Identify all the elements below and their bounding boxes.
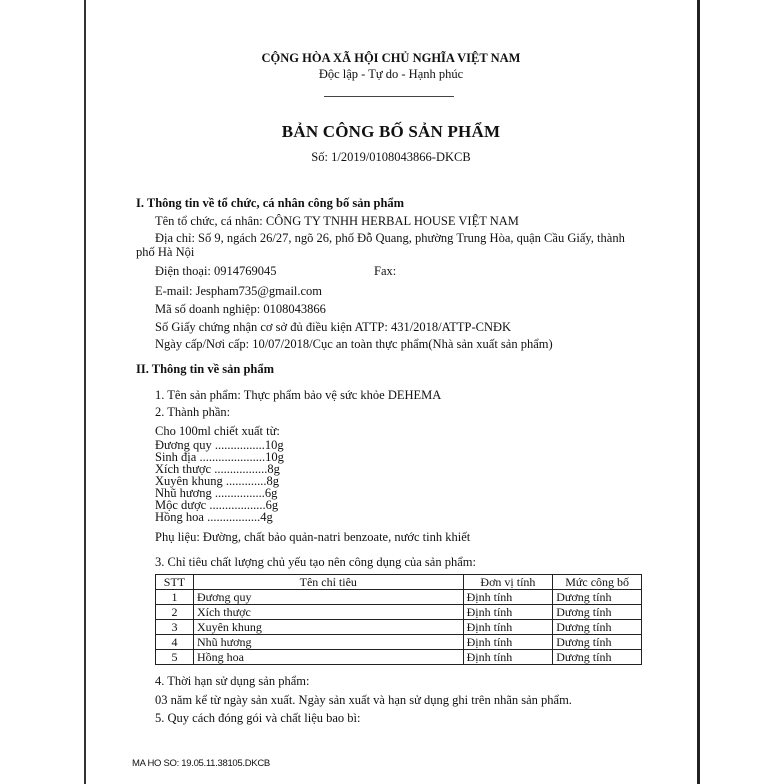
nation-heading: CỘNG HÒA XÃ HỘI CHỦ NGHĨA VIỆT NAM <box>261 51 521 65</box>
table-row <box>156 605 642 620</box>
cell-criterion: Nhũ hương <box>193 635 463 650</box>
quality-label: 3. Chỉ tiêu chất lượng chủ yếu tạo nên công dụng của sản phẩm: <box>155 555 476 569</box>
address-line2: phố Hà Nội <box>136 245 195 259</box>
table-row <box>156 650 642 665</box>
cell-level: Dương tính <box>553 605 642 620</box>
section2-heading: II. Thông tin về sản phẩm <box>136 362 275 376</box>
cell-stt: 2 <box>156 605 194 620</box>
ingredient-item: Xích thược .................8g <box>155 462 280 476</box>
file-code: MA HO SO: 19.05.11.38105.DKCB <box>132 758 270 769</box>
cell-stt: 4 <box>156 635 194 650</box>
phone: Điện thoại: 0914769045 <box>155 264 277 278</box>
cell-unit: Định tính <box>463 605 553 620</box>
cell-unit: Định tính <box>463 620 553 635</box>
ingredient-item: Nhũ hương ................6g <box>155 486 278 500</box>
tax-code: Mã số doanh nghiệp: 0108043866 <box>155 302 326 316</box>
ingredient-item: Đương quy ................10g <box>155 438 284 452</box>
cell-unit: Định tính <box>463 650 553 665</box>
email: E-mail: Jespham735@gmail.com <box>155 284 323 298</box>
table-row <box>156 635 642 650</box>
cell-criterion: Xích thược <box>193 605 463 620</box>
document-title: BẢN CÔNG BỐ SẢN PHẨM <box>281 122 501 141</box>
quality-table <box>155 574 642 665</box>
motto: Độc lập - Tự do - Hạnh phúc <box>318 67 464 81</box>
cell-unit: Định tính <box>463 635 553 650</box>
table-header-row <box>156 575 642 590</box>
cell-stt: 3 <box>156 620 194 635</box>
page-border-left <box>84 0 86 784</box>
cell-criterion: Xuyên khung <box>193 620 463 635</box>
ingredient-item: Hồng hoa .................4g <box>155 510 273 524</box>
page-border-right <box>697 0 700 784</box>
packaging-label: 5. Quy cách đóng gói và chất liệu bao bì: <box>155 711 361 725</box>
ingredient-list <box>155 439 284 523</box>
cell-stt: 5 <box>156 650 194 665</box>
excipients: Phụ liệu: Đường, chất bảo quản-natri benzoate, nước tinh khiết <box>155 530 471 544</box>
cell-level: Dương tính <box>553 635 642 650</box>
cell-criterion: Đương quy <box>193 590 463 605</box>
cell-stt: 1 <box>156 590 194 605</box>
cell-level: Dương tính <box>553 590 642 605</box>
ingredient-item: Mộc dược ..................6g <box>155 498 279 512</box>
composition-label: 2. Thành phần: <box>155 405 231 419</box>
col-stt: STT <box>156 575 194 590</box>
table-row <box>156 620 642 635</box>
col-criterion: Tên chỉ tiêu <box>193 575 463 590</box>
org-name: Tên tổ chức, cá nhân: CÔNG TY TNHH HERBAL HOUSE VIỆT NAM <box>155 214 519 228</box>
issue-info: Ngày cấp/Nơi cấp: 10/07/2018/Cục an toàn thực phẩm(Nhà sản xuất sản phẩm) <box>155 337 553 351</box>
certificate-number: Số Giấy chứng nhận cơ sở đủ điều kiện ATTP: 431/2018/ATTP-CNĐK <box>155 320 512 334</box>
ingredient-item: Sinh địa .....................10g <box>155 450 284 464</box>
cell-level: Dương tính <box>553 620 642 635</box>
fax: Fax: <box>374 264 397 278</box>
col-declared-level: Mức công bố <box>553 575 642 590</box>
cell-unit: Định tính <box>463 590 553 605</box>
document-number: Số: 1/2019/0108043866-DKCB <box>311 150 471 164</box>
ingredient-item: Xuyên khung .............8g <box>155 474 279 488</box>
composition-intro: Cho 100ml chiết xuất từ: <box>155 424 280 438</box>
product-name: 1. Tên sản phẩm: Thực phẩm bảo vệ sức khỏe DEHEMA <box>155 388 442 402</box>
shelf-life-label: 4. Thời hạn sử dụng sản phẩm: <box>155 674 310 688</box>
header-divider <box>324 96 454 97</box>
address-line1: Địa chỉ: Số 9, ngách 26/27, ngõ 26, phố Đỗ Quang, phường Trung Hòa, quận Cầu Giấy, thành <box>155 231 625 245</box>
cell-criterion: Hồng hoa <box>193 650 463 665</box>
section1-heading: I. Thông tin về tổ chức, cá nhân công bố sản phẩm <box>136 196 405 210</box>
col-unit: Đơn vị tính <box>463 575 553 590</box>
table-row <box>156 590 642 605</box>
cell-level: Dương tính <box>553 650 642 665</box>
shelf-life: 03 năm kể từ ngày sản xuất. Ngày sản xuất và hạn sử dụng ghi trên nhãn sản phẩm. <box>155 693 572 707</box>
